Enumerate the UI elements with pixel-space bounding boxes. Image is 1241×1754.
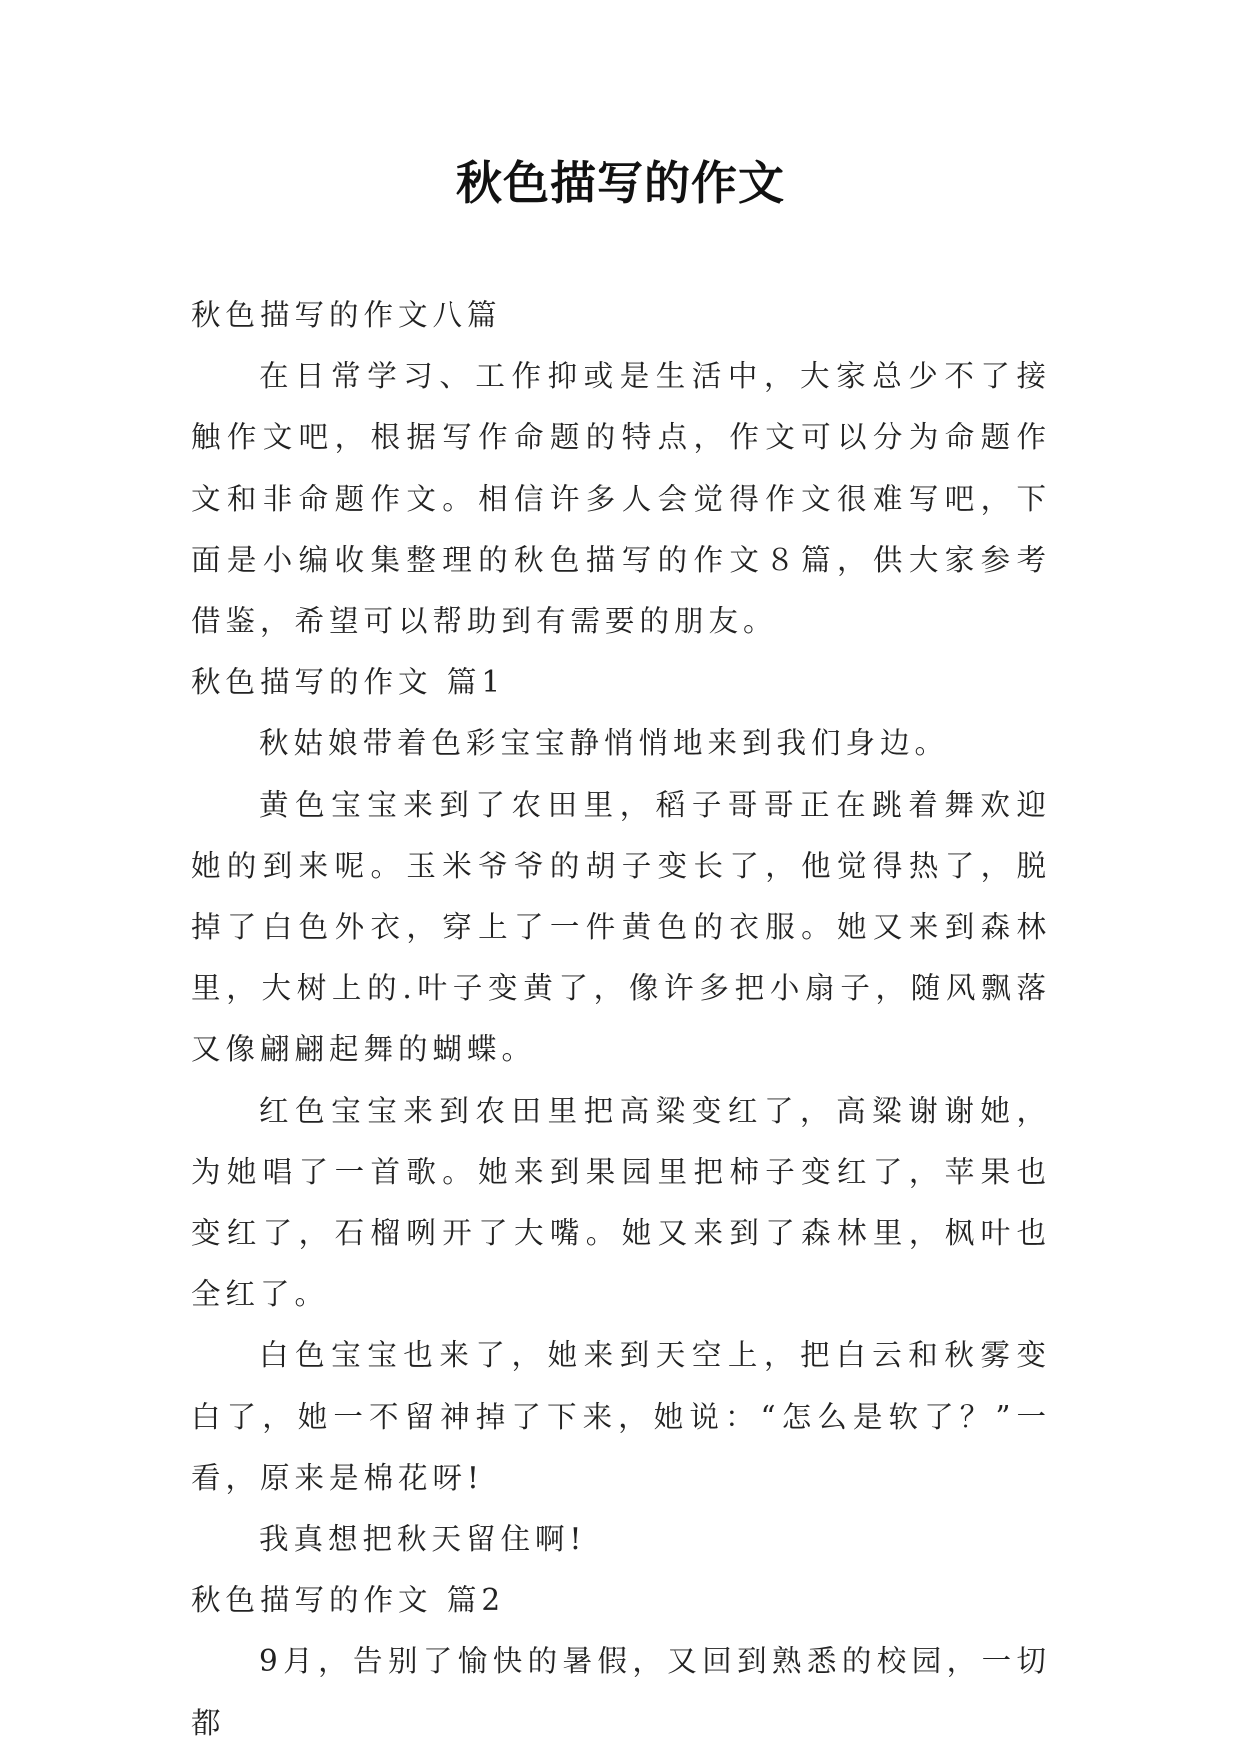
section1-paragraph: 我真想把秋天留住啊! [259,1522,587,1557]
intro-paragraph: 在日常学习、工作抑或是生活中，大家总少不了接触作文吧，根据写作命题的特点，作文可以分为命题作文和非命题作文。相信许多人会觉得作文很难写吧，下面是小编收集整理的秋色描写的作文８篇，供大家参考借鉴，希望可以帮助到有需要的朋友。 [191,359,1051,639]
section1-paragraph: 黄色宝宝来到了农田里，稻子哥哥正在跳着舞欢迎她的到来呢。玉米爷爷的胡子变长了，他觉得热了，脱掉了白色外衣，穿上了一件黄色的衣服。她又来到森林里，大树上的.叶子变黄了，像许多把小扇子，随风飘落又像翩翩起舞的蝴蝶。 [191,787,1051,1067]
document-body [191,285,1051,1754]
section1-paragraph: 白色宝宝也来了，她来到天空上，把白云和秋雾变白了，她一不留神掉了下来，她说：“怎么是软了？”一看，原来是棉花呀! [191,1338,1051,1495]
document-subtitle: 秋色描写的作文八篇 [191,298,502,332]
section1-paragraph: 红色宝宝来到农田里把高粱变红了，高粱谢谢她，为她唱了一首歌。她来到果园里把柿子变红了，苹果也变红了，石榴咧开了大嘴。她又来到了森林里，枫叶也全红了。 [191,1093,1051,1312]
section-heading-2: 秋色描写的作文 篇2 [191,1583,506,1618]
document-title: 秋色描写的作文 [456,156,785,210]
section-heading-1: 秋色描写的作文 篇1 [191,665,506,700]
section2-paragraph: 9月，告别了愉快的暑假，又回到熟悉的校园，一切都 [191,1644,1051,1740]
section1-paragraph: 秋姑娘带着色彩宝宝静悄悄地来到我们身边。 [259,726,950,761]
